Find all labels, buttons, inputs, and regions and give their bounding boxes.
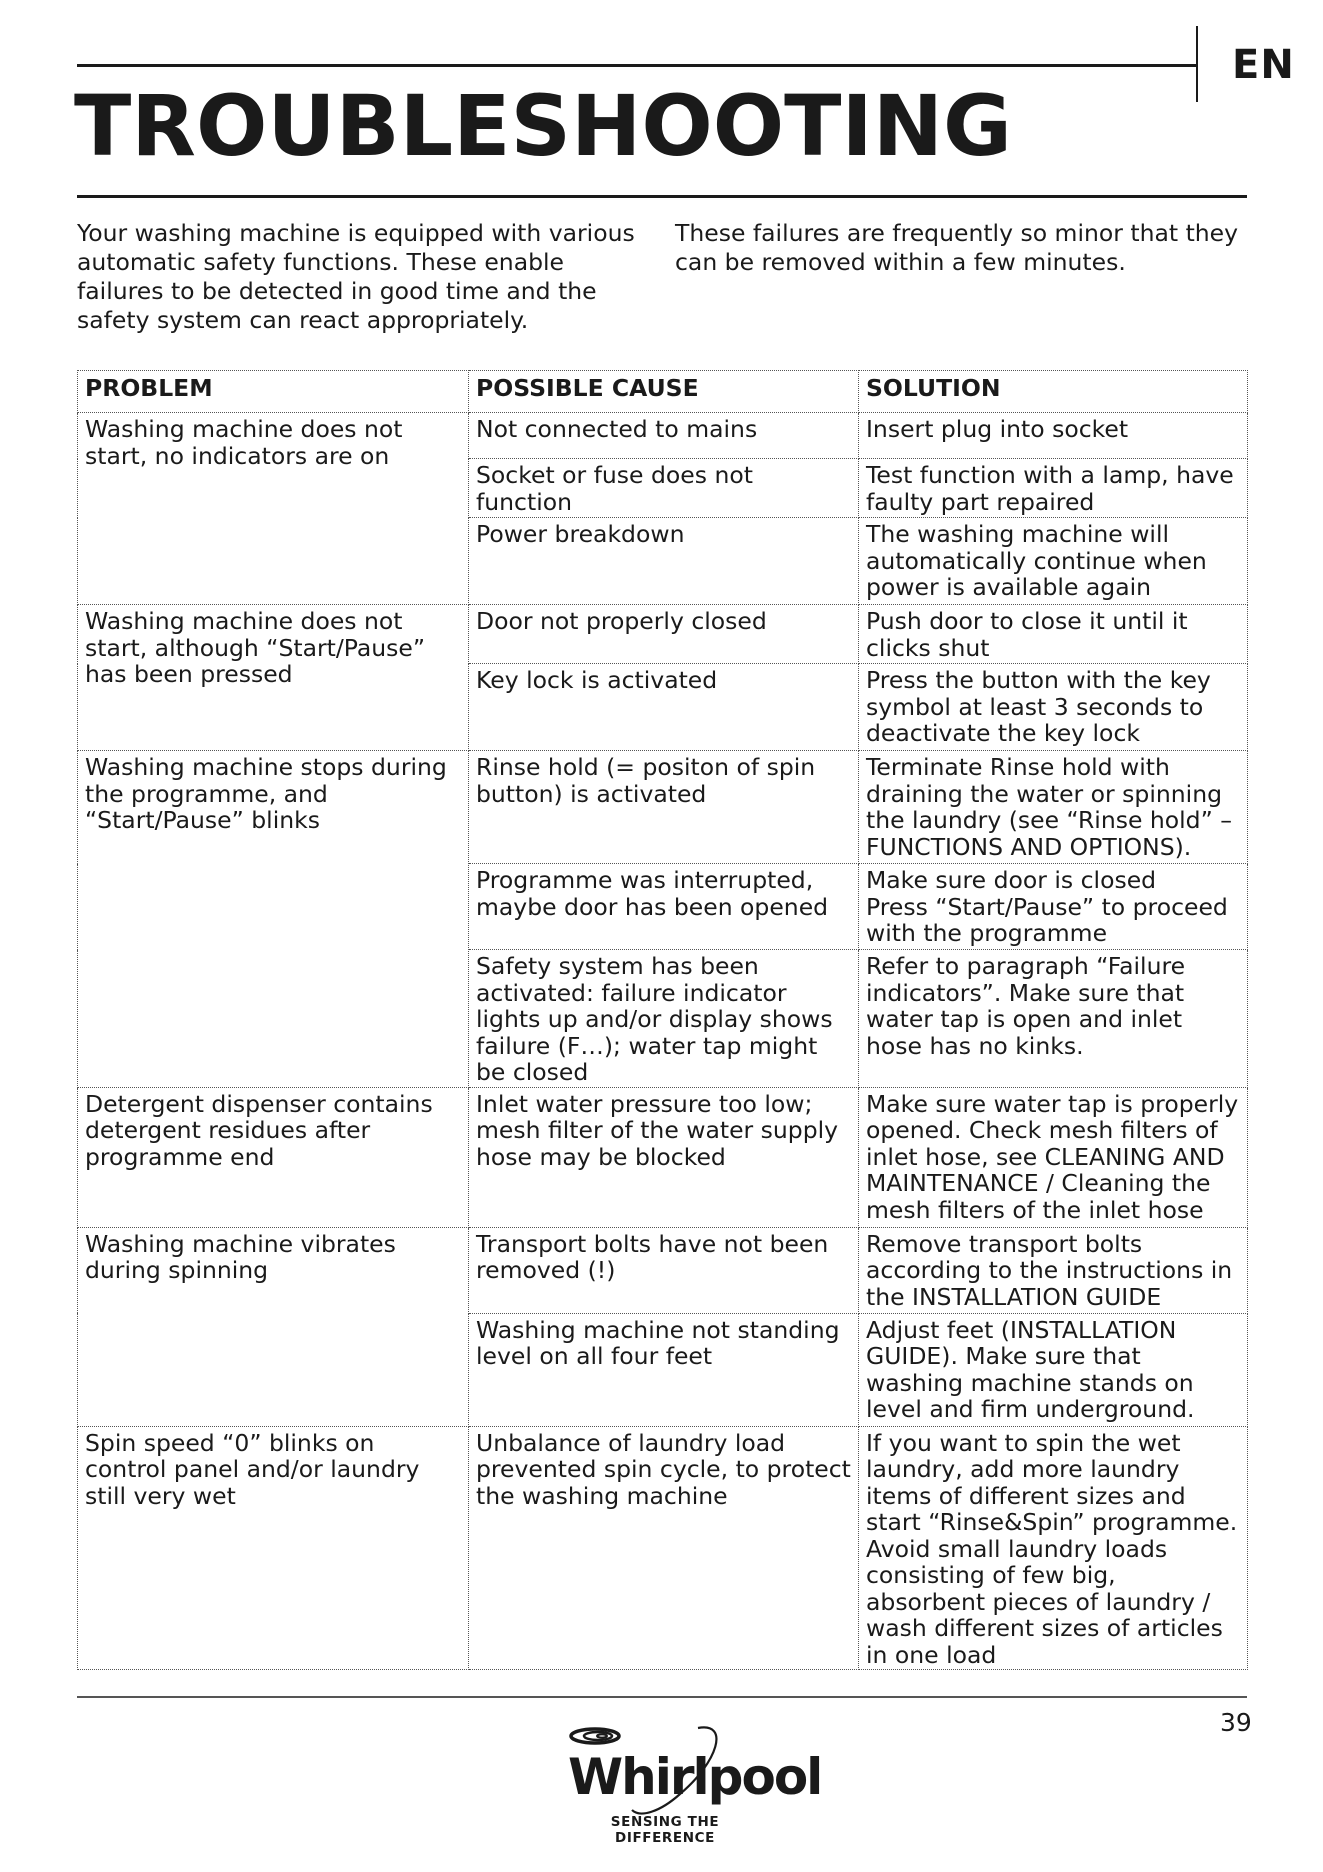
solution-text: Press the button with the key symbol at least 3 seconds to deactivate the key lock <box>866 666 1211 747</box>
solution-cell <box>859 1087 1248 1227</box>
table-row <box>78 1426 1248 1670</box>
cause-cell: Rinse hold (= positon of spin button) is activated <box>469 751 859 864</box>
header-problem: PROBLEM <box>78 371 469 413</box>
intro-paragraph-left: Your washing machine is equipped with various automatic safety functions. These enable failures to be detected in good time and the safety system can react appropriately. <box>77 219 635 334</box>
solution-text: Terminate Rinse hold with draining the water or spinning the laundry (see “Rinse hold” – FUNCTIONS AND OPTIONS). <box>866 753 1232 861</box>
solution-cell <box>859 518 1248 605</box>
page-number: 39 <box>1220 1708 1252 1737</box>
problem-cell: Washing machine does not start, no indicators are on <box>78 413 469 605</box>
table-row <box>78 605 1248 664</box>
cause-cell: Inlet water pressure too low; mesh filter of the water supply hose may be blocked <box>469 1087 859 1227</box>
solution-cell <box>859 413 1248 459</box>
footer-rule <box>77 1696 1247 1698</box>
cause-cell: Programme was interrupted, maybe door has been opened <box>469 864 859 950</box>
cause-cell: Safety system has been activated: failure indicator lights up and/or display shows failure (F…); water tap might be closed <box>469 950 859 1088</box>
header-rule <box>77 64 1196 67</box>
troubleshooting-table <box>77 370 1248 1670</box>
solution-cell <box>859 1313 1248 1426</box>
solution-text: Press “Start/Pause” to proceed with the programme <box>866 892 1228 947</box>
solution-text: Test function with a lamp, have faulty part repaired <box>866 461 1234 516</box>
cause-cell: Socket or fuse does not function <box>469 459 859 518</box>
table-row <box>78 1227 1248 1313</box>
table-row <box>78 1087 1248 1227</box>
cause-cell: Door not properly closed <box>469 605 859 664</box>
language-code: EN <box>1232 42 1295 88</box>
solution-text: If you want to spin the wet laundry, add more laundry items of different sizes and start “Rinse&Spin” programme. <box>866 1428 1238 1536</box>
cause-cell: Power breakdown <box>469 518 859 605</box>
problem-cell: Detergent dispenser contains detergent residues after programme end <box>78 1087 469 1227</box>
table-row <box>78 751 1248 864</box>
title-rule <box>77 195 1247 198</box>
header-possible-cause: POSSIBLE CAUSE <box>469 371 859 413</box>
solution-text: Remove transport bolts according to the instructions in the INSTALLATION GUIDE <box>866 1229 1233 1311</box>
problem-cell: Washing machine vibrates during spinning <box>78 1227 469 1426</box>
solution-cell <box>859 1426 1248 1670</box>
swirl-emblem-icon <box>571 1729 619 1743</box>
svg-text:Whirlpool: Whirlpool <box>568 1748 822 1806</box>
cause-cell: Key lock is activated <box>469 664 859 751</box>
solution-text: Push door to close it until it clicks shut <box>866 607 1188 662</box>
solution-cell <box>859 605 1248 664</box>
header-solution: SOLUTION <box>859 371 1248 413</box>
solution-cell <box>859 1227 1248 1313</box>
page-title: TROUBLESHOOTING <box>74 77 1012 175</box>
solution-text: Insert plug into socket <box>866 415 1129 443</box>
solution-cell <box>859 751 1248 864</box>
solution-cell <box>859 459 1248 518</box>
solution-text: The washing machine will automatically continue when power is available again <box>866 520 1207 601</box>
solution-text: Avoid small laundry loads consisting of few big, absorbent pieces of laundry / wash different sizes of articles in one load <box>866 1534 1223 1669</box>
cause-cell: Not connected to mains <box>469 413 859 459</box>
language-divider <box>1196 26 1198 102</box>
cause-cell: Transport bolts have not been removed (!) <box>469 1227 859 1313</box>
table-row <box>78 413 1248 459</box>
problem-cell: Washing machine does not start, although “Start/Pause” has been pressed <box>78 605 469 751</box>
solution-cell <box>859 864 1248 950</box>
intro-paragraph-right: These failures are frequently so minor that they can be removed within a few minutes. <box>675 219 1239 276</box>
solution-text: Make sure door is closed <box>866 866 1157 894</box>
solution-cell <box>859 950 1248 1088</box>
whirlpool-logo <box>560 1722 822 1822</box>
solution-text: Adjust feet (INSTALLATION GUIDE). Make sure that washing machine stands on level and firm underground. <box>866 1315 1195 1423</box>
cause-cell: Washing machine not standing level on all four feet <box>469 1313 859 1426</box>
brand-tagline: SENSING THE DIFFERENCE <box>610 1814 720 1846</box>
solution-cell <box>859 664 1248 751</box>
cause-cell: Unbalance of laundry load prevented spin cycle, to protect the washing machine <box>469 1426 859 1670</box>
problem-cell: Spin speed “0” blinks on control panel and/or laundry still very wet <box>78 1426 469 1670</box>
solution-text: Refer to paragraph “Failure indicators”. Make sure that water tap is open and inlet hose has no kinks. <box>866 952 1186 1060</box>
table-header-row <box>78 371 1248 413</box>
problem-cell: Washing machine stops during the programme, and “Start/Pause” blinks <box>78 751 469 1088</box>
solution-text: Make sure water tap is properly opened. Check mesh filters of inlet hose, see CLEANING AND MAINTENANCE / Cleaning the mesh filters of the inlet hose <box>866 1089 1239 1224</box>
